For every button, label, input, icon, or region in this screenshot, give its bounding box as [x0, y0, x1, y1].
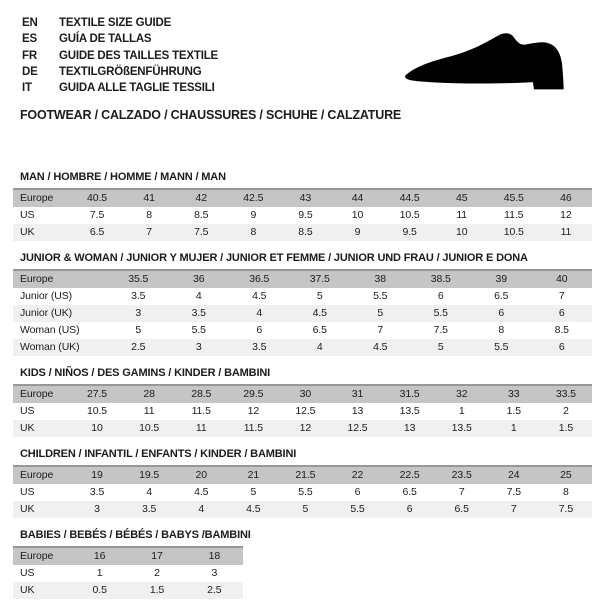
language-title: GUIDE DES TAILLES TEXTILE	[59, 49, 218, 62]
size-table	[13, 188, 592, 241]
size-cell: 32	[436, 385, 488, 403]
size-cell: 8.5	[298, 226, 313, 238]
size-table-section	[13, 448, 592, 518]
size-cell: 11	[560, 226, 572, 238]
language-title: GUIDA ALLE TAGLIE TESSILI	[59, 82, 215, 95]
size-cell: 6.5	[454, 503, 469, 515]
size-cell: 12.5	[347, 422, 368, 434]
size-cell: 9.5	[298, 209, 313, 221]
table-row	[13, 288, 592, 305]
size-cell: 8.5	[194, 209, 209, 221]
row-label: Europe	[13, 270, 108, 288]
size-cell: 38	[350, 270, 411, 288]
size-cell: 4.5	[246, 503, 261, 515]
size-table-section	[13, 171, 592, 241]
size-cell: 1.5	[558, 422, 574, 434]
size-cell: 3.5	[191, 307, 206, 319]
size-cell: 4	[146, 486, 153, 498]
size-table	[13, 269, 592, 356]
size-cell: 45	[436, 189, 488, 207]
size-cell: 11	[195, 422, 207, 434]
size-cell: 17	[128, 547, 185, 565]
size-cell: 36.5	[229, 270, 290, 288]
table-row	[13, 501, 592, 518]
size-cell: 7.5	[506, 486, 521, 498]
row-label: US	[20, 567, 35, 579]
size-cell: 10	[351, 209, 364, 221]
size-cell: 19.5	[123, 466, 175, 484]
size-cell: 3.5	[89, 486, 105, 498]
size-cell: 5	[135, 324, 142, 336]
size-cell: 27.5	[71, 385, 123, 403]
table-row	[13, 322, 592, 339]
table-row	[13, 420, 592, 437]
size-cell: 12.5	[295, 405, 316, 417]
table-title: JUNIOR & WOMAN / JUNIOR Y MUJER / JUNIOR ET FEMME / JUNIOR UND FRAU / JUNIOR E DONA	[20, 252, 528, 264]
language-title: GUÍA DE TALLAS	[59, 33, 152, 46]
size-cell: 12	[299, 422, 312, 434]
size-cell: 11	[456, 209, 468, 221]
size-cell: 9.5	[402, 226, 417, 238]
size-cell: 16	[71, 547, 128, 565]
size-cell: 4.5	[252, 290, 267, 302]
size-cell: 12	[560, 209, 572, 221]
size-cell: 6	[354, 486, 361, 498]
size-cell: 4	[256, 307, 263, 319]
language-title: TEXTILE SIZE GUIDE	[59, 17, 172, 29]
size-cell: 3	[94, 503, 100, 515]
size-cell: 9	[250, 209, 257, 221]
size-cell: 20	[175, 466, 227, 484]
size-cell: 44.5	[384, 189, 436, 207]
table-row	[13, 207, 592, 224]
row-label: US	[20, 209, 35, 221]
row-label: UK	[20, 226, 35, 238]
size-cell: 7.5	[558, 503, 574, 515]
size-cell: 1	[458, 405, 465, 417]
size-cell: 4	[198, 503, 205, 515]
size-cell: 42.5	[227, 189, 279, 207]
category-heading: FOOTWEAR / CALZADO / CHAUSSURES / SCHUHE / CALZATURE	[20, 108, 402, 122]
size-table	[13, 465, 592, 518]
size-cell: 11.5	[243, 422, 263, 434]
size-cell: 5.5	[298, 486, 313, 498]
language-code: EN	[22, 17, 38, 29]
size-cell: 13.5	[399, 405, 420, 417]
size-cell: 33	[488, 385, 540, 403]
row-label: Europe	[13, 466, 71, 484]
size-cell: 29.5	[227, 385, 279, 403]
size-cell: 2.5	[131, 341, 146, 353]
row-label: US	[20, 405, 35, 417]
table-header-row	[13, 189, 592, 207]
size-cell: 4	[195, 290, 202, 302]
size-cell: 5	[316, 290, 323, 302]
size-cell: 6	[498, 307, 505, 319]
size-cell: 7.5	[89, 209, 105, 221]
size-cell: 37.5	[290, 270, 351, 288]
size-cell: 5.5	[494, 341, 509, 353]
size-tables-container	[13, 171, 592, 600]
size-cell: 13	[351, 405, 364, 417]
size-cell: 22.5	[384, 466, 436, 484]
dress-shoe-icon	[397, 26, 585, 104]
size-cell: 42	[175, 189, 227, 207]
size-cell: 4.5	[373, 341, 388, 353]
size-cell: 6	[558, 341, 565, 353]
size-cell: 4	[316, 341, 323, 353]
table-row	[13, 403, 592, 420]
row-label: UK	[20, 422, 35, 434]
size-cell: 43	[279, 189, 331, 207]
size-cell: 35.5	[108, 270, 169, 288]
size-cell: 25	[540, 466, 592, 484]
table-row	[13, 484, 592, 501]
size-cell: 2.5	[207, 584, 222, 596]
size-cell: 3.5	[252, 341, 267, 353]
size-cell: 6.5	[312, 324, 327, 336]
size-cell: 40	[532, 270, 593, 288]
size-cell: 38.5	[411, 270, 472, 288]
size-cell: 18	[186, 547, 243, 565]
size-cell: 2	[154, 567, 160, 579]
size-cell: 10.5	[399, 209, 420, 221]
size-cell: 10.5	[503, 226, 524, 238]
size-cell: 3.5	[141, 503, 157, 515]
table-title: MAN / HOMBRE / HOMME / MANN / MAN	[20, 171, 226, 183]
size-cell: 4.5	[312, 307, 327, 319]
language-row	[22, 15, 218, 31]
size-cell: 8	[498, 324, 505, 336]
size-table	[13, 384, 592, 437]
size-cell: 41	[123, 189, 175, 207]
size-cell: 6	[558, 307, 565, 319]
size-cell: 11.5	[191, 405, 211, 417]
size-cell: 23.5	[436, 466, 488, 484]
size-table-section	[13, 367, 592, 437]
table-header-row	[13, 270, 592, 288]
language-title-block	[22, 15, 218, 96]
table-row	[13, 339, 592, 356]
size-cell: 6	[406, 503, 413, 515]
row-label: Junior (US)	[20, 290, 72, 302]
size-cell: 6.5	[89, 226, 105, 238]
table-header-row	[13, 547, 243, 565]
size-cell: 33.5	[540, 385, 592, 403]
size-cell: 11	[143, 405, 155, 417]
table-row	[13, 305, 592, 322]
size-cell: 19	[71, 466, 123, 484]
size-cell: 3.5	[131, 290, 146, 302]
table-title: BABIES / BEBÉS / BÉBÉS / BABYS /BAMBINI	[20, 529, 251, 541]
size-cell: 31	[331, 385, 383, 403]
size-cell: 1	[96, 567, 103, 579]
size-cell: 3	[135, 307, 142, 319]
size-cell: 13	[403, 422, 416, 434]
size-cell: 6.5	[494, 290, 509, 302]
size-cell: 5.5	[191, 324, 206, 336]
size-cell: 8	[250, 226, 257, 238]
size-table	[13, 546, 243, 599]
size-cell: 5	[250, 486, 257, 498]
language-code: IT	[22, 82, 32, 95]
size-cell: 21	[227, 466, 279, 484]
size-cell: 2	[563, 405, 569, 417]
size-cell: 7.5	[433, 324, 448, 336]
size-cell: 3	[211, 567, 218, 579]
size-cell: 5	[437, 341, 444, 353]
size-cell: 13.5	[451, 422, 472, 434]
table-header-row	[13, 466, 592, 484]
size-cell: 3	[195, 341, 202, 353]
size-cell: 21.5	[279, 466, 331, 484]
language-code: DE	[22, 65, 38, 78]
row-label: Europe	[13, 385, 71, 403]
size-cell: 10	[455, 226, 468, 238]
row-label: Woman (US)	[20, 324, 80, 336]
size-cell: 7	[377, 324, 384, 336]
row-label: Europe	[13, 547, 71, 565]
row-label: US	[20, 486, 35, 498]
size-cell: 5	[377, 307, 384, 319]
language-row	[22, 48, 218, 64]
row-label: UK	[20, 584, 35, 596]
language-code: ES	[22, 33, 37, 46]
row-label: UK	[20, 503, 35, 515]
size-cell: 8	[563, 486, 569, 498]
size-cell: 10.5	[87, 405, 108, 417]
size-cell: 40.5	[71, 189, 123, 207]
size-cell: 8.5	[554, 324, 569, 336]
size-cell: 44	[331, 189, 383, 207]
table-title: KIDS / NIÑOS / DES GAMINS / KINDER / BAMBINI	[20, 367, 271, 379]
size-cell: 39	[471, 270, 532, 288]
size-cell: 7	[558, 290, 565, 302]
size-cell: 7	[458, 486, 465, 498]
size-cell: 1.5	[149, 584, 165, 596]
size-cell: 7	[510, 503, 517, 515]
size-cell: 31.5	[384, 385, 436, 403]
size-table-section	[13, 529, 592, 599]
table-row	[13, 582, 243, 599]
row-label: Junior (UK)	[20, 307, 72, 319]
size-cell: 46	[540, 189, 592, 207]
size-cell: 6	[256, 324, 263, 336]
size-cell: 6.5	[402, 486, 417, 498]
size-cell: 28	[123, 385, 175, 403]
size-cell: 5.5	[350, 503, 365, 515]
table-header-row	[13, 385, 592, 403]
size-cell: 9	[354, 226, 361, 238]
size-cell: 0.5	[92, 584, 107, 596]
size-cell: 5.5	[433, 307, 448, 319]
size-cell: 7	[146, 226, 153, 238]
size-cell: 6	[437, 290, 444, 302]
language-title: TEXTILGRÖßENFÜHRUNG	[59, 65, 202, 78]
size-table-section	[13, 252, 592, 356]
language-row	[22, 31, 218, 47]
table-row	[13, 224, 592, 241]
language-code: FR	[22, 49, 37, 62]
size-cell: 45.5	[488, 189, 540, 207]
size-cell: 10	[91, 422, 103, 434]
size-cell: 1	[510, 422, 517, 434]
row-label: Woman (UK)	[20, 341, 80, 353]
size-cell: 8	[146, 209, 153, 221]
size-cell: 22	[331, 466, 383, 484]
row-label: Europe	[13, 189, 71, 207]
size-cell: 28.5	[175, 385, 227, 403]
language-row	[22, 64, 218, 80]
table-title: CHILDREN / INFANTIL / ENFANTS / KINDER / BAMBINI	[20, 448, 297, 460]
size-cell: 4.5	[194, 486, 209, 498]
size-cell: 36	[169, 270, 230, 288]
language-row	[22, 80, 218, 96]
size-cell: 1.5	[506, 405, 521, 417]
size-cell: 30	[279, 385, 331, 403]
size-cell: 7.5	[194, 226, 209, 238]
size-cell: 12	[247, 405, 260, 417]
size-cell: 24	[488, 466, 540, 484]
size-cell: 11.5	[504, 209, 524, 221]
size-cell: 10.5	[139, 422, 160, 434]
size-cell: 5	[302, 503, 309, 515]
table-row	[13, 565, 243, 582]
size-cell: 5.5	[373, 290, 388, 302]
